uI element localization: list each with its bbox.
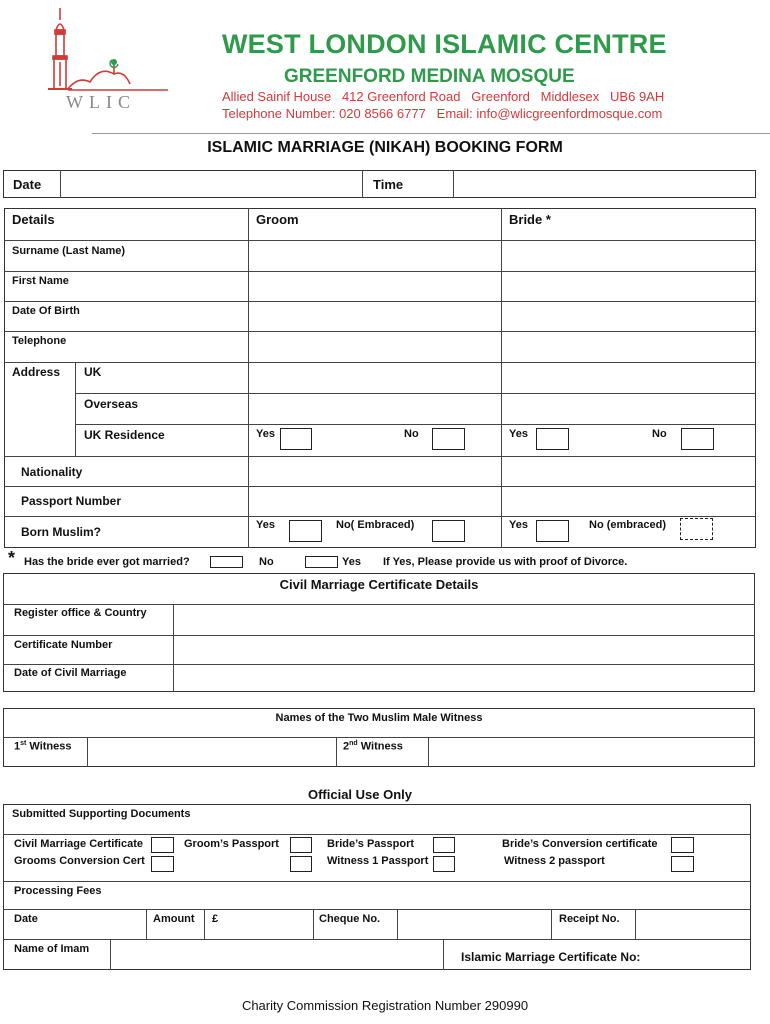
certificate-number-label: Certificate Number: [14, 639, 113, 651]
header-divider: [92, 133, 770, 134]
bride-telephone-field[interactable]: [503, 333, 755, 361]
divider: [3, 939, 751, 940]
bride-dob-field[interactable]: [503, 303, 755, 330]
divider: [4, 362, 756, 363]
groom-surname-field[interactable]: [250, 242, 500, 270]
organisation-title: WEST LONDON ISLAMIC CENTRE: [222, 29, 667, 59]
divider: [75, 393, 756, 394]
divider: [75, 362, 76, 456]
time-field[interactable]: [455, 172, 754, 196]
divider: [173, 604, 174, 692]
bride-born-muslim-yes-label: Yes: [509, 519, 528, 531]
address-line: Allied Sainif House 412 Greenford Road Greenford Middlesex UB6 9AH: [222, 89, 665, 104]
divider: [87, 737, 88, 767]
groom-embraced-label: No( Embraced): [336, 519, 415, 531]
bride-conversion-doc-checkbox[interactable]: [671, 837, 694, 853]
divider: [248, 208, 249, 548]
groom-dob-field[interactable]: [250, 303, 500, 330]
extra-doc-checkbox[interactable]: [290, 856, 312, 872]
groom-born-muslim-yes-label: Yes: [256, 519, 275, 531]
receipt-field[interactable]: [637, 911, 750, 938]
divorce-proof-note: If Yes, Please provide us with proof of Divorce.: [383, 556, 628, 568]
bride-embraced-checkbox[interactable]: [680, 518, 713, 540]
uk-residence-label: UK Residence: [84, 428, 165, 442]
telephone-label: Telephone: [12, 335, 67, 347]
groom-residence-yes-label: Yes: [256, 428, 275, 440]
bride-residence-yes-checkbox[interactable]: [536, 428, 569, 450]
asterisk-mark: *: [8, 548, 16, 568]
divider: [4, 301, 756, 302]
bride-married-yes-checkbox[interactable]: [305, 556, 338, 568]
divider: [313, 909, 314, 939]
groom-uk-address-field[interactable]: [250, 364, 500, 392]
telephone-email-line: Telephone Number: 020 8566 6777 Email: info@wlicgreenfordmosque.com: [222, 106, 663, 121]
bride-born-muslim-yes-checkbox[interactable]: [536, 520, 569, 542]
bride-passport-doc-label: Bride’s Passport: [327, 838, 415, 850]
address-label: Address: [12, 365, 61, 379]
dob-label: Date Of Birth: [12, 305, 80, 317]
bride-residence-no-label: No: [652, 428, 667, 440]
bride-married-question: Has the bride ever got married?: [24, 556, 190, 568]
divider: [146, 909, 147, 939]
civil-date-field[interactable]: [175, 666, 754, 691]
pound-sign: £: [212, 913, 219, 925]
bride-embraced-label: No (embraced): [589, 519, 667, 531]
first-witness-label: 1st Witness: [14, 740, 72, 753]
bride-nationality-field[interactable]: [503, 458, 755, 485]
groom-embraced-checkbox[interactable]: [432, 520, 465, 542]
bride-residence-no-checkbox[interactable]: [681, 428, 714, 450]
first-witness-field[interactable]: [89, 739, 335, 766]
divider: [551, 909, 552, 939]
divider: [3, 909, 751, 910]
divider: [501, 208, 502, 548]
nationality-label: Nationality: [21, 465, 83, 479]
groom-residence-yes-checkbox[interactable]: [280, 428, 312, 450]
born-muslim-label: Born Muslim?: [21, 525, 101, 539]
divider: [635, 909, 636, 939]
imam-field[interactable]: [112, 941, 442, 969]
divider: [3, 881, 751, 882]
groom-passport-field[interactable]: [250, 488, 500, 515]
charity-registration: Charity Commission Registration Number 290990: [241, 998, 529, 1013]
fee-date-label: Date: [14, 913, 38, 925]
second-witness-field[interactable]: [430, 739, 754, 766]
divider: [4, 240, 756, 241]
groom-nationality-field[interactable]: [250, 458, 500, 485]
witness2-passport-doc-label: Witness 2 passport: [504, 855, 605, 867]
bride-surname-field[interactable]: [503, 242, 755, 270]
date-label: Date: [13, 177, 42, 192]
divider: [60, 170, 61, 198]
divider: [336, 737, 337, 767]
processing-fees-label: Processing Fees: [14, 885, 102, 897]
divider: [453, 170, 454, 198]
form-title: ISLAMIC MARRIAGE (NIKAH) BOOKING FORM: [207, 139, 563, 156]
groom-born-muslim-yes-checkbox[interactable]: [289, 520, 322, 542]
groom-residence-no-checkbox[interactable]: [432, 428, 465, 450]
divider: [3, 834, 751, 835]
groom-overseas-address-field[interactable]: [250, 395, 500, 423]
divider: [75, 424, 756, 425]
second-witness-label: 2nd Witness: [343, 740, 403, 753]
groom-telephone-field[interactable]: [250, 333, 500, 361]
divider: [443, 939, 444, 970]
groom-residence-no-label: No: [404, 428, 419, 440]
bride-married-no-checkbox[interactable]: [210, 556, 243, 568]
divider: [362, 170, 363, 198]
divider: [3, 635, 755, 636]
bride-uk-address-field[interactable]: [503, 364, 755, 392]
submitted-documents-label: Submitted Supporting Documents: [12, 808, 191, 820]
first-name-label: First Name: [12, 275, 69, 287]
bride-overseas-address-field[interactable]: [503, 395, 755, 423]
groom-passport-doc-checkbox[interactable]: [290, 837, 312, 853]
divider: [4, 486, 756, 487]
register-office-label: Register office & Country: [14, 607, 147, 619]
witness2-passport-doc-checkbox[interactable]: [671, 856, 694, 872]
civil-date-label: Date of Civil Marriage: [14, 667, 127, 679]
amount-label: Amount: [153, 913, 195, 925]
civil-cert-doc-checkbox[interactable]: [151, 837, 174, 853]
passport-number-label: Passport Number: [21, 494, 122, 508]
divider: [4, 456, 756, 457]
details-header: Details: [12, 212, 55, 227]
time-label: Time: [373, 177, 404, 192]
official-use-heading: Official Use Only: [307, 787, 413, 802]
certificate-number-field[interactable]: [175, 637, 754, 663]
civil-cert-doc-label: Civil Marriage Certificate: [14, 838, 143, 850]
groom-conversion-doc-checkbox[interactable]: [151, 856, 174, 872]
receipt-label: Receipt No.: [559, 913, 620, 925]
mosque-subtitle: GREENFORD MEDINA MOSQUE: [284, 66, 575, 87]
date-field[interactable]: [62, 172, 360, 196]
divider: [4, 271, 756, 272]
divider: [428, 737, 429, 767]
cheque-label: Cheque No.: [319, 913, 381, 925]
bride-first-name-field[interactable]: [503, 273, 755, 300]
divider: [3, 604, 755, 605]
groom-passport-doc-label: Groom’s Passport: [184, 838, 279, 850]
divider: [3, 737, 755, 738]
register-office-field[interactable]: [175, 606, 754, 634]
fee-date-field[interactable]: [50, 911, 145, 938]
logo-text: WLIC: [66, 92, 136, 112]
bride-residence-yes-label: Yes: [509, 428, 528, 440]
divider: [4, 516, 756, 517]
bride-header: Bride *: [509, 212, 551, 227]
uk-label: UK: [84, 365, 102, 379]
logo: [18, 4, 170, 114]
bride-passport-field[interactable]: [503, 488, 755, 515]
overseas-label: Overseas: [84, 397, 139, 411]
amount-field[interactable]: [222, 911, 312, 938]
groom-conversion-doc-label: Grooms Conversion Cert: [14, 855, 145, 867]
cheque-field[interactable]: [399, 911, 550, 938]
bride-married-no-label: No: [259, 556, 274, 568]
surname-label: Surname (Last Name): [12, 245, 126, 257]
islamic-cert-label: Islamic Marriage Certificate No:: [461, 950, 641, 964]
bride-conversion-doc-label: Bride’s Conversion certificate: [502, 838, 658, 850]
divider: [3, 664, 755, 665]
witness1-passport-doc-label: Witness 1 Passport: [327, 855, 429, 867]
groom-header: Groom: [256, 212, 299, 227]
imam-label: Name of Imam: [14, 943, 90, 955]
witness1-passport-doc-checkbox[interactable]: [433, 856, 455, 872]
groom-first-name-field[interactable]: [250, 273, 500, 300]
divider: [204, 909, 205, 939]
bride-passport-doc-checkbox[interactable]: [433, 837, 455, 853]
divider: [110, 939, 111, 970]
civil-heading: Civil Marriage Certificate Details: [279, 577, 479, 592]
divider: [397, 909, 398, 939]
witness-heading: Names of the Two Muslim Male Witness: [275, 712, 483, 724]
divider: [4, 331, 756, 332]
bride-married-yes-label: Yes: [342, 556, 361, 568]
